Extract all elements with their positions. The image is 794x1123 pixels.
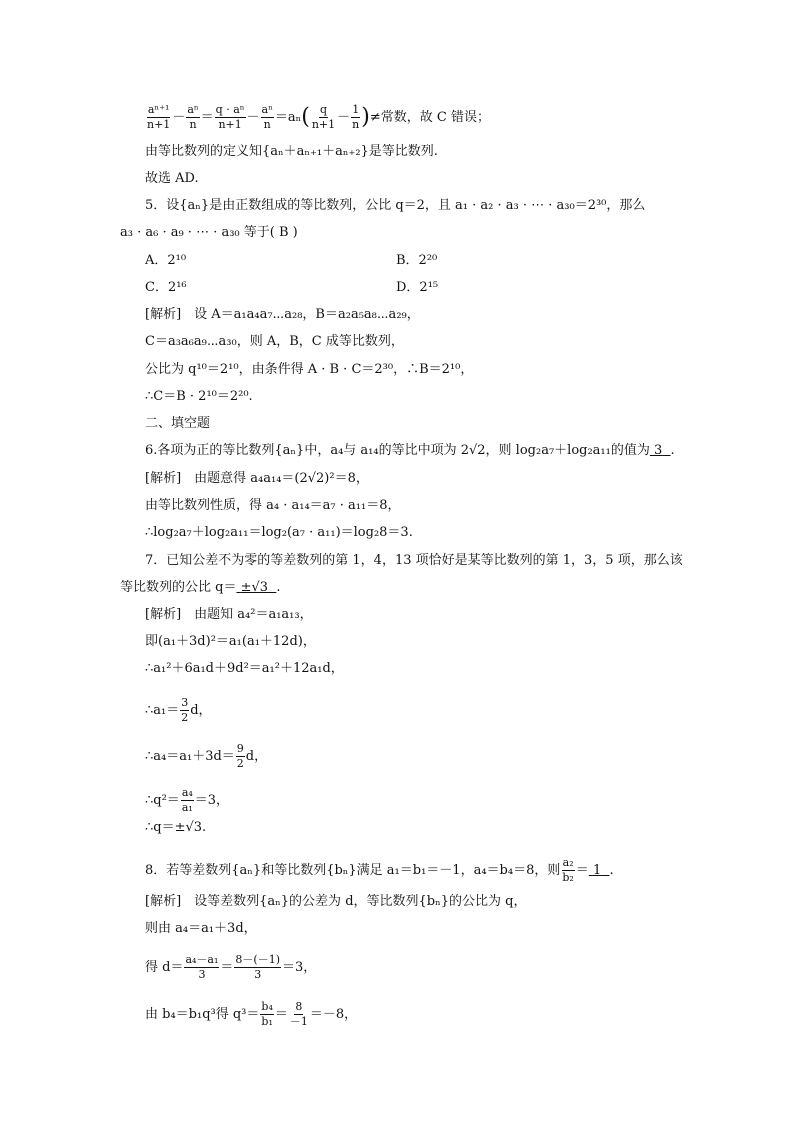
definition-line: 由等比数列的定义知{aₙ＋aₙ₊₁＋aₙ₊₂}是等比数列. (145, 144, 438, 159)
choice-ad-line: 故选 AD. (145, 171, 199, 186)
q8-solution-3: 得 d＝ $\frac{\text{a₄－a₁}}{3}$ ＝ $\frac{8-(-1)}{3}$ ＝3， (145, 953, 317, 981)
fraction: $\frac{8-(-1)}{3}$ (235, 953, 281, 981)
q5-option-b: B．2²⁰ (396, 253, 438, 268)
q8-solution-2: 则由 a₄＝a₁＋3d， (145, 921, 257, 936)
fraction: $\frac{3}{2}$ (181, 696, 189, 724)
q7-solution-1: [解析] 由题知 a₄²＝a₁a₁₃， (145, 607, 313, 622)
q7-solution-3: ∴a₁²＋6a₁d＋9d²＝a₁²＋12a₁d， (145, 661, 344, 676)
q5-option-d: D．2¹⁵ (396, 280, 439, 295)
fraction: $\frac{\text{a₂}}{\text{b₂}}$ (562, 856, 574, 884)
fraction: $\frac{\text{aⁿ⁺¹}}{n+1}$ (147, 103, 171, 131)
q5-stem-1: 5．设{aₙ}是由正数组成的等比数列，公比 q＝2，且 a₁ · a₂ · a₃ · ⋯ · a₃₀＝2³⁰，那么 (145, 198, 646, 213)
fraction: $\frac{\text{aⁿ}}{n}$ (187, 103, 199, 131)
q5-option-a: A．2¹⁰ (145, 253, 187, 268)
fraction: $\frac{1}{n}$ (352, 103, 360, 131)
fraction: $\frac{\text{aⁿ}}{n}$ (261, 103, 273, 131)
fraction: $\frac{\text{b₄}}{\text{b₁}}$ (261, 1000, 273, 1028)
q8-solution-1: [解析] 设等差数列{aₙ}的公差为 d，等比数列{bₙ}的公比为 q， (145, 894, 527, 909)
q6-stem: 6.各项为正的等比数列{aₙ}中，a₄与 a₁₄的等比中项为 2√2，则 log₂a₇＋log₂a₁₁的值为 3 . (145, 443, 675, 458)
eq-c-line: $\frac{\text{aⁿ⁺¹}}{n+1}$ － $\frac{\text{aⁿ}}{n}$ ＝ $\frac{\text{q · aⁿ}}{n+1}$ － $\frac{\text{aⁿ}}{n}$ ＝aₙ( $\frac{q}{n+1}$ － $\frac{1}{n}$ )≠常数，故 C 错误； (147, 103, 490, 131)
q7-solution-5: ∴a₄＝a₁＋3d＝ $\frac{9}{2}$ d， (145, 742, 268, 770)
fraction: $\frac{8}{-1}$ (289, 1000, 308, 1028)
fraction: $\frac{9}{2}$ (236, 742, 244, 770)
q5-solution-4: ∴C＝B · 2¹⁰＝2²⁰. (145, 389, 253, 404)
fraction: $\frac{\text{q · aⁿ}}{n+1}$ (215, 103, 245, 131)
fraction: $\frac{\text{a₄}}{\text{a₁}}$ (181, 786, 193, 814)
q8-solution-4: 由 b₄＝b₁q³得 q³＝ $\frac{\text{b₄}}{\text{b₁}}$ ＝ $\frac{8}{-1}$ ＝－8， (145, 1000, 358, 1028)
q7-stem-1: 7．已知公差不为零的等差数列的第 1，4，13 项恰好是某等比数列的第 1，3，5 项，那么该 (145, 553, 683, 568)
q5-solution-1: [解析] 设 A＝a₁a₄a₇⋯a₂₈，B＝a₂a₅a₈⋯a₂₉， (145, 307, 420, 322)
q5-option-c: C．2¹⁶ (145, 280, 187, 295)
q6-solution-1: [解析] 由题意得 a₄a₁₄＝(2√2)²＝8， (145, 471, 369, 486)
q5-solution-3: 公比为 q¹⁰＝2¹⁰，由条件得 A · B · C＝2³⁰，∴B＝2¹⁰， (145, 362, 474, 377)
q7-solution-2: 即(a₁＋3d)²＝a₁(a₁＋12d)， (145, 634, 316, 649)
q5-solution-2: C＝a₃a₆a₉⋯a₃₀，则 A，B，C 成等比数列， (145, 334, 404, 349)
section-heading: 二、填空题 (145, 416, 211, 431)
fraction: $\frac{q}{n+1}$ (311, 103, 336, 131)
q8-stem: 8．若等差数列{aₙ}和等比数列{bₙ}满足 a₁＝b₁＝－1，a₄＝b₄＝8，则 $\frac{\text{a₂}}{\text{b₂}}$ ＝ 1 . (145, 856, 614, 884)
answer-blank: 1 (592, 863, 602, 878)
answer-blank: 3 (654, 443, 663, 458)
q5-stem-2: a₃ · a₆ · a₉ · ⋯ · a₃₀ 等于( B ) (120, 225, 298, 240)
q7-stem-2: 等比数列的公比 q＝ ±√3 . (120, 580, 281, 595)
q7-solution-7: ∴q＝±√3. (145, 820, 207, 835)
answer-blank: ±√3 (240, 580, 269, 595)
q7-solution-6: ∴q²＝ $\frac{\text{a₄}}{\text{a₁}}$ ＝3， (145, 786, 230, 814)
fraction: $\frac{\text{a₄－a₁}}{3}$ (185, 953, 219, 981)
q6-solution-3: ∴log₂a₇＋log₂a₁₁＝log₂(a₇ · a₁₁)＝log₂8＝3. (145, 525, 413, 540)
q7-solution-4: ∴a₁＝ $\frac{3}{2}$ d， (145, 696, 212, 724)
q6-solution-2: 由等比数列性质，得 a₄ · a₁₄＝a₇ · a₁₁＝8， (145, 498, 401, 513)
